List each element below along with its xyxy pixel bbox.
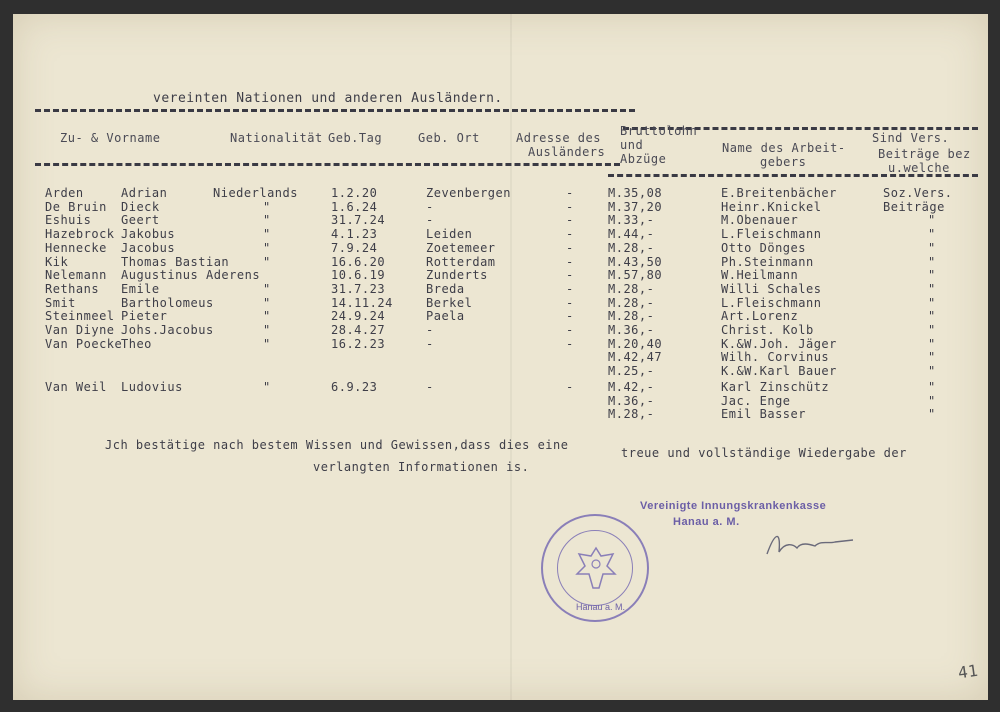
employer-name: Willi Schales: [721, 282, 822, 296]
employee-birth-date: 1.6.24: [331, 200, 378, 214]
stamp-text: Vereinigte Innungskrankenkasse: [640, 500, 827, 512]
eagle-emblem-icon: [573, 544, 619, 592]
employee-first-name: Geert: [121, 213, 160, 227]
employee-first-name: Adrian: [121, 186, 168, 200]
seal-city: Hanau a. M.: [576, 602, 626, 612]
employee-birth-place: Breda: [426, 282, 465, 296]
employee-birth-place: -: [426, 213, 434, 227]
contribution-status: ": [928, 407, 936, 421]
employer-name: Karl Zinschütz: [721, 380, 830, 394]
employee-birth-date: 31.7.23: [331, 282, 386, 296]
employee-wage: M.42,-: [608, 380, 655, 394]
contribution-status: ": [928, 282, 936, 296]
header-address-l1: Adresse des: [516, 131, 601, 145]
employee-nationality: ": [263, 255, 271, 269]
employee-birth-place: Zoetemeer: [426, 241, 496, 255]
contribution-status: ": [928, 309, 936, 323]
contribution-status: ": [928, 364, 936, 378]
header-birth-date: Geb.Tag: [328, 131, 383, 145]
contribution-status: Soz.Vers.: [883, 186, 953, 200]
employee-nationality: ": [263, 323, 271, 337]
page-number: 41: [956, 660, 980, 683]
employee-address: -: [566, 296, 574, 310]
header-wage-l3: Abzüge: [620, 152, 667, 166]
employer-name: L.Fleischmann: [721, 227, 822, 241]
employee-surname: Rethans: [45, 282, 100, 296]
employee-birth-place: -: [426, 200, 434, 214]
employee-wage: M.28,-: [608, 241, 655, 255]
document-sheet: [13, 14, 988, 700]
employee-address: -: [566, 227, 574, 241]
employee-wage: M.36,-: [608, 394, 655, 408]
employee-surname: Nelemann: [45, 268, 107, 282]
employee-birth-place: Leiden: [426, 227, 473, 241]
employee-first-name: Pieter: [121, 309, 168, 323]
employee-birth-date: 31.7.24: [331, 213, 386, 227]
employee-birth-place: Zevenbergen: [426, 186, 511, 200]
contribution-status: ": [928, 268, 936, 282]
header-contrib-l1: Sind Vers.: [872, 131, 950, 145]
employee-address: -: [566, 241, 574, 255]
header-employer-l1: Name des Arbeit-: [722, 141, 846, 155]
employee-first-name: Augustinus Aderens: [121, 268, 261, 282]
employer-name: Emil Basser: [721, 407, 806, 421]
employee-nationality: ": [263, 380, 271, 394]
employee-address: -: [566, 337, 574, 351]
employer-name: M.Obenauer: [721, 213, 799, 227]
employee-surname: Kik: [45, 255, 69, 269]
header-birth-place: Geb. Ort: [418, 131, 480, 145]
confirmation-line-2: verlangten Informationen is.: [313, 460, 530, 474]
employee-birth-date: 10.6.19: [331, 268, 386, 282]
employee-nationality: ": [263, 241, 271, 255]
employee-first-name: Jacobus: [121, 241, 176, 255]
employee-wage: M.44,-: [608, 227, 655, 241]
employee-address: -: [566, 213, 574, 227]
header-address-l2: Ausländers: [528, 145, 606, 159]
employee-birth-date: 28.4.27: [331, 323, 386, 337]
signature: [763, 524, 863, 564]
employee-nationality: ": [263, 282, 271, 296]
header-nationality: Nationalität: [230, 131, 323, 145]
employee-first-name: Ludovius: [121, 380, 183, 394]
employee-birth-date: 1.2.20: [331, 186, 378, 200]
employee-birth-place: Zunderts: [426, 268, 488, 282]
employee-address: -: [566, 268, 574, 282]
employer-name: E.Breitenbächer: [721, 186, 837, 200]
employee-first-name: Theo: [121, 337, 152, 351]
header-employer-l2: gebers: [760, 155, 807, 169]
contribution-status: ": [928, 255, 936, 269]
employee-wage: M.35,08: [608, 186, 663, 200]
official-seal: [541, 514, 649, 622]
employee-wage: M.28,-: [608, 309, 655, 323]
employee-surname: De Bruin: [45, 200, 107, 214]
contribution-status: ": [928, 380, 936, 394]
employee-wage: M.20,40: [608, 337, 663, 351]
contribution-status: ": [928, 241, 936, 255]
employee-nationality: Niederlands: [213, 186, 298, 200]
employee-wage: M.28,-: [608, 282, 655, 296]
employee-wage: M.37,20: [608, 200, 663, 214]
employer-name: Christ. Kolb: [721, 323, 814, 337]
employee-first-name: Bartholomeus: [121, 296, 214, 310]
divider-header-left: [35, 163, 620, 166]
employee-nationality: ": [263, 337, 271, 351]
employee-nationality: ": [263, 200, 271, 214]
employee-address: -: [566, 200, 574, 214]
employee-birth-date: 7.9.24: [331, 241, 378, 255]
employee-surname: Hennecke: [45, 241, 107, 255]
employer-name: Ph.Steinmann: [721, 255, 814, 269]
employee-birth-place: -: [426, 380, 434, 394]
confirmation-line-1b: treue und vollständige Wiedergabe der: [621, 446, 907, 460]
header-contrib-l3: u.welche: [888, 161, 950, 175]
document-title: vereinten Nationen und anderen Ausländern.: [153, 91, 503, 106]
header-wage-l2: und: [620, 138, 644, 152]
employee-first-name: Emile: [121, 282, 160, 296]
employer-name: Wilh. Corvinus: [721, 350, 830, 364]
confirmation-line-1: Jch bestätige nach bestem Wissen und Gewissen,dass dies eine: [105, 438, 569, 452]
employee-address: -: [566, 380, 574, 394]
employee-surname: Arden: [45, 186, 84, 200]
employer-name: Otto Dönges: [721, 241, 806, 255]
stamp-text-2: Hanau a. M.: [673, 516, 740, 528]
employer-name: Jac. Enge: [721, 394, 791, 408]
employee-address: -: [566, 255, 574, 269]
contribution-status: ": [928, 323, 936, 337]
employee-surname: Eshuis: [45, 213, 92, 227]
paper-fold: [510, 14, 512, 700]
employee-wage: M.57,80: [608, 268, 663, 282]
employee-birth-place: -: [426, 323, 434, 337]
contribution-status: ": [928, 296, 936, 310]
employee-birth-date: 16.2.23: [331, 337, 386, 351]
employee-birth-place: Rotterdam: [426, 255, 496, 269]
employee-surname: Smit: [45, 296, 76, 310]
employer-name: Heinr.Knickel: [721, 200, 822, 214]
employee-birth-place: Berkel: [426, 296, 473, 310]
employee-address: -: [566, 186, 574, 200]
employee-first-name: Jakobus: [121, 227, 176, 241]
contribution-status: ": [928, 350, 936, 364]
employee-surname: Steinmeel: [45, 309, 115, 323]
employee-first-name: Thomas Bastian: [121, 255, 230, 269]
contribution-status: Beiträge: [883, 200, 945, 214]
employee-birth-date: 16.6.20: [331, 255, 386, 269]
employee-wage: M.33,-: [608, 213, 655, 227]
employee-wage: M.28,-: [608, 407, 655, 421]
contribution-status: ": [928, 213, 936, 227]
employee-surname: Van Poecke: [45, 337, 123, 351]
employer-name: K.&W.Joh. Jäger: [721, 337, 837, 351]
employee-surname: Van Diyne: [45, 323, 115, 337]
header-name: Zu- & Vorname: [60, 131, 161, 145]
employee-wage: M.25,-: [608, 364, 655, 378]
employee-address: -: [566, 323, 574, 337]
employer-name: K.&W.Karl Bauer: [721, 364, 837, 378]
employer-name: L.Fleischmann: [721, 296, 822, 310]
employee-birth-date: 24.9.24: [331, 309, 386, 323]
contribution-status: ": [928, 337, 936, 351]
employee-wage: M.43,50: [608, 255, 663, 269]
employee-birth-date: 14.11.24: [331, 296, 393, 310]
employee-wage: M.42,47: [608, 350, 663, 364]
divider-top-left: [35, 109, 635, 112]
employer-name: W.Heilmann: [721, 268, 799, 282]
employee-surname: Hazebrock: [45, 227, 115, 241]
employee-wage: M.36,-: [608, 323, 655, 337]
employee-birth-date: 4.1.23: [331, 227, 378, 241]
employee-wage: M.28,-: [608, 296, 655, 310]
contribution-status: ": [928, 394, 936, 408]
employee-nationality: ": [263, 309, 271, 323]
employee-nationality: ": [263, 213, 271, 227]
employee-nationality: ": [263, 296, 271, 310]
employee-nationality: ": [263, 227, 271, 241]
employee-surname: Van Weil: [45, 380, 107, 394]
employee-first-name: Johs.Jacobus: [121, 323, 214, 337]
header-contrib-l2: Beiträge bez: [878, 147, 971, 161]
header-wage-l1: Bruttolohn: [620, 124, 698, 138]
contribution-status: ": [928, 227, 936, 241]
employee-address: -: [566, 282, 574, 296]
employee-birth-place: -: [426, 337, 434, 351]
employee-birth-place: Paela: [426, 309, 465, 323]
employee-first-name: Dieck: [121, 200, 160, 214]
divider-header-right: [608, 174, 978, 177]
employee-birth-date: 6.9.23: [331, 380, 378, 394]
employer-name: Art.Lorenz: [721, 309, 799, 323]
employee-address: -: [566, 309, 574, 323]
